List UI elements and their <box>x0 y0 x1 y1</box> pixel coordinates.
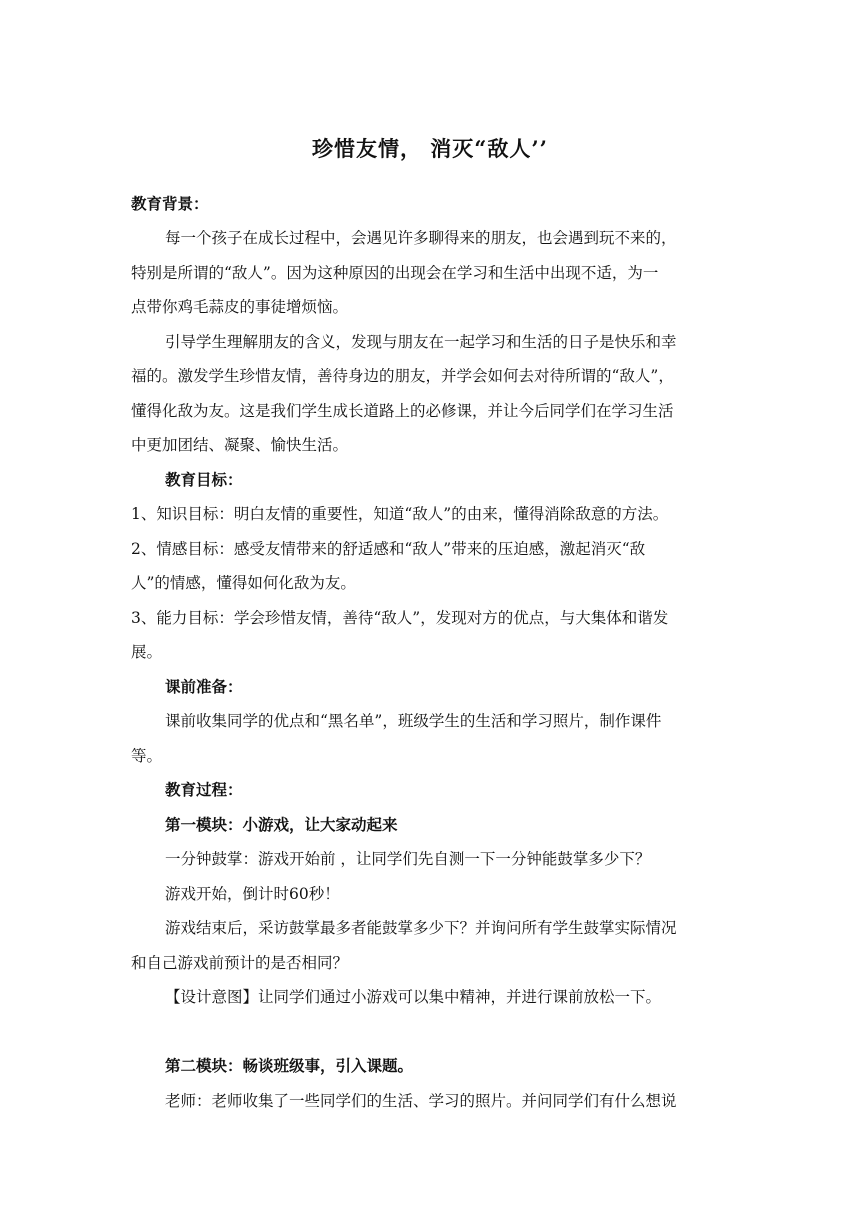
paragraph-line: 游戏结束后，采访鼓掌最多者能鼓掌多少下？并询问所有学生鼓掌实际情况 <box>165 919 677 937</box>
goal-item: 2、情感目标：感受友情带来的舒适感和“敌人”带来的压迫感，激起消灭“敌 <box>131 540 646 558</box>
goal-item: 1、知识目标：明白友情的重要性，知道“敌人”的由来，懂得消除敌意的方法。 <box>131 505 669 523</box>
paragraph-line: 福的。激发学生珍惜友情，善待身边的朋友，并学会如何去对待所谓的“敌人”， <box>131 367 674 385</box>
heading-goals: 教育目标： <box>165 470 243 489</box>
document-title: 珍惜友情， 消灭“敌人’’ <box>311 136 548 161</box>
paragraph-line: 人”的情感，懂得如何化敌为友。 <box>131 574 356 592</box>
goal-item: 3、能力目标：学会珍惜友情，善待“敌人”，发现对方的优点，与大集体和谐发 <box>131 609 669 627</box>
module-heading: 第一模块：小游戏，让大家动起来 <box>165 815 398 834</box>
heading-process: 教育过程： <box>165 780 243 799</box>
design-intent: 【设计意图】让同学们通过小游戏可以集中精神，并进行课前放松一下。 <box>165 988 662 1006</box>
paragraph-line: 等。 <box>131 747 163 765</box>
paragraph-line: 一分钟鼓掌：游戏开始前 ，让同学们先自测一下一分钟能鼓掌多少下？ <box>165 850 651 868</box>
paragraph-line: 游戏开始，倒计时60秒！ <box>165 885 340 903</box>
paragraph-line: 和自己游戏前预计的是否相同？ <box>131 954 349 972</box>
paragraph-line: 中更加团结、凝聚、愉快生活。 <box>131 436 349 454</box>
module-heading: 第二模块：畅谈班级事，引入课题。 <box>165 1056 414 1075</box>
heading-background: 教育背景： <box>131 194 209 213</box>
paragraph-line: 特别是所谓的“敌人”。因为这种原因的出现会在学习和生活中出现不适，为一 <box>131 264 659 282</box>
paragraph-line: 点带你鸡毛蒜皮的事徒增烦恼。 <box>131 298 349 316</box>
paragraph-line: 老师：老师收集了一些同学们的生活、学习的照片。并问同学们有什么想说 <box>165 1092 677 1110</box>
paragraph-line: 展。 <box>131 643 163 661</box>
paragraph-line: 每一个孩子在成长过程中，会遇见许多聊得来的朋友，也会遇到玩不来的， <box>165 229 677 247</box>
heading-preparation: 课前准备： <box>165 677 243 696</box>
paragraph-line: 懂得化敌为友。这是我们学生成长道路上的必修课，并让今后同学们在学习生活 <box>131 402 674 420</box>
paragraph-line: 引导学生理解朋友的含义，发现与朋友在一起学习和生活的日子是快乐和幸 <box>165 333 677 351</box>
paragraph-line: 课前收集同学的优点和“黑名单”，班级学生的生活和学习照片，制作课件 <box>165 712 662 730</box>
